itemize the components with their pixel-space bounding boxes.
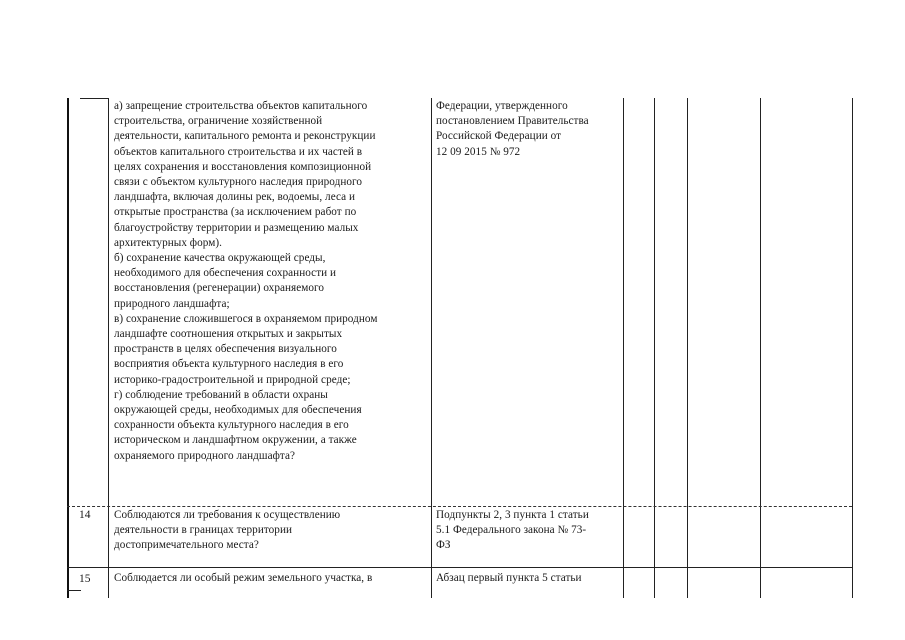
row-separator-14: [67, 506, 852, 507]
text-line: строительства, ограничение хозяйственной: [114, 115, 323, 128]
text-line: деятельности, капитального ремонта и реконструкции: [114, 130, 376, 143]
text-line: охраняемого природного ландшафта?: [114, 449, 296, 462]
text-line: Федерации, утвержденного: [436, 100, 568, 112]
bottom-mark: [67, 590, 81, 591]
text-line: Соблюдается ли особый режим земельного участка, в: [114, 572, 373, 584]
text-line: архитектурных форм).: [114, 236, 222, 249]
row13-basis-text: [436, 99, 618, 160]
text-line: ландшафта, включая долины рек, водоемы, леса и: [114, 191, 356, 204]
text-line: ФЗ: [436, 539, 451, 552]
row15-number: 15: [79, 573, 91, 585]
top-border-segment: [80, 98, 108, 99]
text-line: восприятия объекта культурного наследия в его: [114, 358, 344, 371]
text-line: постановлением Правительства: [436, 115, 589, 128]
column-divider-requirement: [431, 98, 432, 598]
row15-requirement-text: [114, 571, 424, 586]
text-line: Подпункты 2, 3 пункта 1 статьи: [436, 509, 589, 521]
text-line: пространств в целях обеспечения визуального: [114, 343, 337, 356]
row14-number: 14: [79, 509, 91, 521]
column-divider-basis: [623, 98, 624, 598]
text-line: историко-градостроительной и природной среде;: [114, 373, 351, 386]
text-line: Российской Федерации от: [436, 130, 562, 143]
text-line: природного ландшафта;: [114, 297, 230, 310]
text-line: ландшафте соотношения открытых и закрытых: [114, 328, 343, 341]
text-line: открытые пространства (за исключением работ по: [114, 206, 357, 219]
text-line: окружающей среды, необходимых для обеспечения: [114, 404, 362, 417]
text-line: Абзац первый пункта 5 статьи: [436, 572, 582, 584]
text-line: сохранности объекта культурного наследия в его: [114, 419, 349, 432]
text-line: б) сохранение качества окружающей среды,: [114, 252, 326, 265]
text-line: 12 09 2015 № 972: [436, 145, 521, 158]
column-divider-note: [852, 98, 853, 598]
column-divider-no: [687, 98, 688, 598]
text-line: в) сохранение сложившегося в охраняемом природном: [114, 312, 378, 325]
text-line: объектов капитального строительства и их частей в: [114, 145, 363, 158]
text-line: историческом и ландшафтном окружении, а также: [114, 434, 357, 447]
text-line: необходимого для обеспечения сохранности и: [114, 267, 337, 280]
table-left-border: [67, 98, 69, 598]
text-line: г) соблюдение требований в области охраны: [114, 388, 328, 401]
row-separator-15: [67, 567, 852, 568]
column-divider-yes: [654, 98, 655, 598]
text-line: восстановления (регенерации) охраняемого: [114, 282, 325, 295]
row14-requirement-text: [114, 508, 424, 554]
text-line: Соблюдаются ли требования к осуществлению: [114, 509, 341, 521]
text-line: связи с объектом культурного наследия природного: [114, 176, 363, 189]
text-line: достопримечательного места?: [114, 539, 259, 552]
column-divider-number: [108, 98, 109, 598]
row14-basis-text: [436, 508, 618, 554]
row15-basis-text: [436, 571, 618, 586]
text-line: деятельности в границах территории: [114, 524, 293, 537]
text-line: благоустройству территории и размещению малых: [114, 221, 359, 234]
text-line: а) запрещение строительства объектов капитального: [114, 100, 368, 112]
row13-requirement-text: [114, 99, 424, 464]
column-divider-na: [760, 98, 761, 598]
text-line: 5.1 Федерального закона № 73-: [436, 524, 587, 537]
text-line: целях сохранения и восстановления композиционной: [114, 160, 372, 173]
